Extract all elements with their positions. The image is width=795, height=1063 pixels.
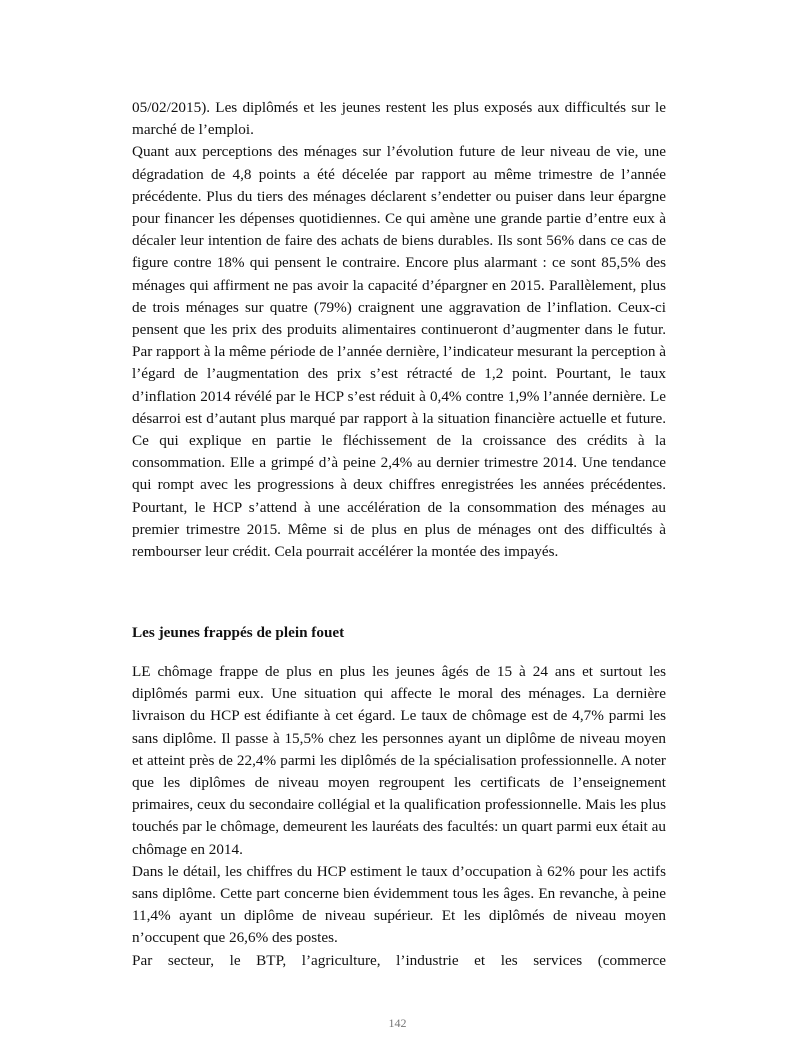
page-number: 142 <box>388 1016 407 1030</box>
section-heading: Les jeunes frappés de plein fouet <box>132 624 345 641</box>
text-section-1 <box>132 97 666 563</box>
paragraph: Dans le détail, les chiffres du HCP estiment le taux d’occupation à 62% pour les actifs sans diplôme. Cette part concerne bien évidemment tous les âges. En revanche, à peine 11,4% ayant un diplôme de niveau supérieur. Et les diplômés de niveau moyen n’occupent que 26,6% des postes. <box>132 862 666 947</box>
paragraph: LE chômage frappe de plus en plus les jeunes âgés de 15 à 24 ans et surtout les diplômés parmi eux. Une situation qui affecte le moral des ménages. La dernière livraison du HCP est édifiante à cet égard. Le taux de chômage est de 4,7% parmi les sans diplôme. Il passe à 15,5% chez les personnes ayant un diplôme de niveau moyen et atteint près de 22,4% parmi les diplômés de la spécialisation professionnelle. A noter que les diplômes de niveau moyen regroupent les certificats de l’enseignement primaires, ceux du secondaire collégial et la qualification professionnelle. Mais les plus touchés par le chômage, demeurent les lauréats des facultés: un quart parmi eux était au chômage en 2014. <box>132 663 666 858</box>
text-section-2 <box>132 661 666 972</box>
paragraph: Quant aux perceptions des ménages sur l’évolution future de leur niveau de vie, une dégradation de 4,8 points a été décelée par rapport au même trimestre de l’année précédente. Plus du tiers des ménages déclarent s’endetter ou puiser dans leur épargne pour financer les dépenses quotidiennes. Ce qui amène une grande partie d’entre eux à décaler leur intention de faire des achats de biens durables. Ils sont 56% dans ce cas de figure contre 18% qui pensent le contraire. Encore plus alarmant : ce sont 85,5% des ménages qui affirment ne pas avoir la capacité d’épargner en 2015. Parallèlement, plus de trois ménages sur quatre (79%) craignent une aggravation de l’inflation. Ceux-ci pensent que les prix des produits alimentaires continueront d’augmenter dans le futur. Par rapport à la même période de l’année dernière, l’indicateur mesurant la perception à l’égard de l’augmentation des prix s’est rétracté de 1,2 point. Pourtant, le taux d’inflation 2014 révélé par le HCP s’est réduit à 0,4% contre 1,9% l’année dernière. Le désarroi est d’autant plus marqué par rapport à la situation financière actuelle et future. Ce qui explique en partie le fléchissement de la croissance des crédits à la consommation. Elle a grimpé d’à peine 2,4% au dernier trimestre 2014. Une tendance qui rompt avec les progressions à deux chiffres enregistrées les années précédentes. Pourtant, le HCP s’attend à une accélération de la consommation des ménages au premier trimestre 2015. Même si de plus en plus de ménages ont des difficultés à rembourser leur crédit. Cela pourrait accélérer la montée des impayés. <box>132 143 666 561</box>
paragraph: 05/02/2015). Les diplômés et les jeunes restent les plus exposés aux difficultés sur le marché de l’emploi. <box>132 99 666 139</box>
paragraph: Par secteur, le BTP, l’agriculture, l’industrie et les services (commerce <box>132 951 666 969</box>
